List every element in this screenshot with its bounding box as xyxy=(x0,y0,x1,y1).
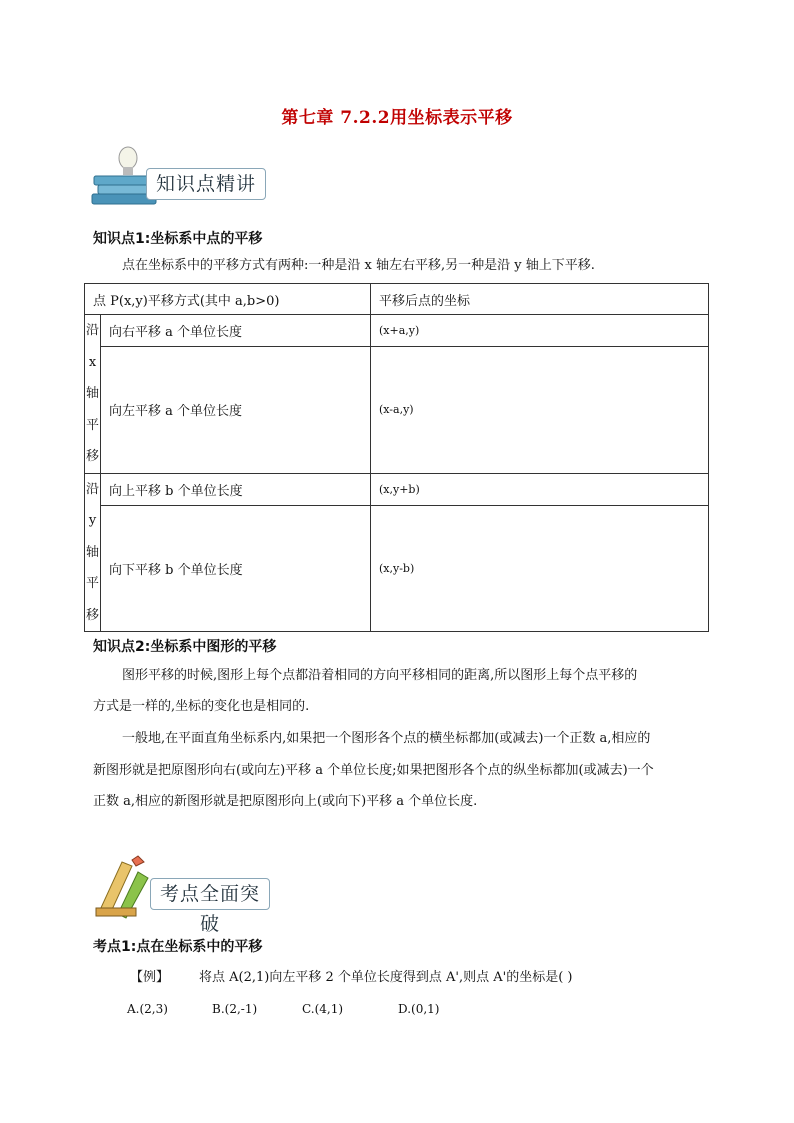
kp2-p2-line2: 新图形就是把原图形向右(或向左)平移 a 个单位长度;如果把图形各个点的纵坐标都加(或减去)一个 xyxy=(93,763,654,778)
result-cell: (x+a,y) xyxy=(371,315,709,347)
exam-banner xyxy=(92,852,282,935)
method-cell: 向左平移 a 个单位长度 xyxy=(101,347,371,473)
option-b: B.(2,-1) xyxy=(212,1002,258,1016)
result-cell: (x,y+b) xyxy=(371,473,709,505)
axis-label-x: 沿 x 轴 平 移 xyxy=(85,315,101,474)
table-row xyxy=(85,505,709,631)
header-result: 平移后点的坐标 xyxy=(371,284,709,315)
table-header-row xyxy=(85,284,709,315)
kp2-heading: 知识点2:坐标系中图形的平移 xyxy=(93,639,277,655)
header-method: 点 P(x,y)平移方式(其中 a,b>0) xyxy=(85,284,371,315)
table-row xyxy=(85,347,709,473)
method-cell: 向下平移 b 个单位长度 xyxy=(101,505,371,631)
kp2-p1-line2: 方式是一样的,坐标的变化也是相同的. xyxy=(93,699,310,714)
option-c: C.(4,1) xyxy=(302,1002,344,1016)
page-title: 第七章 7.2.2用坐标表示平移 xyxy=(281,108,513,128)
knowledge-banner-label: 知识点精讲 xyxy=(146,168,266,200)
option-a: A.(2,3) xyxy=(127,1002,168,1016)
kp2-p2-line1: 一般地,在平面直角坐标系内,如果把一个图形各个点的横坐标都加(或减去)一个正数 a,相应的 xyxy=(122,731,651,746)
table-row xyxy=(85,315,709,347)
kp2-p1-line1: 图形平移的时候,图形上每个点都沿着相同的方向平移相同的距离,所以图形上每个点平移的 xyxy=(122,668,638,683)
result-cell: (x-a,y) xyxy=(371,347,709,473)
exam-banner-label: 考点全面突破 xyxy=(150,878,270,910)
translation-table xyxy=(84,283,709,632)
result-cell: (x,y-b) xyxy=(371,505,709,631)
exam1-heading: 考点1:点在坐标系中的平移 xyxy=(93,939,263,955)
option-d: D.(0,1) xyxy=(398,1002,440,1016)
example-question: 将点 A(2,1)向左平移 2 个单位长度得到点 A',则点 A'的坐标是( ) xyxy=(199,970,573,985)
kp1-intro: 点在坐标系中的平移方式有两种:一种是沿 x 轴左右平移,另一种是沿 y 轴上下平移. xyxy=(122,258,595,273)
method-cell: 向上平移 b 个单位长度 xyxy=(101,473,371,505)
knowledge-banner xyxy=(88,140,278,210)
table-row xyxy=(85,473,709,505)
kp1-heading: 知识点1:坐标系中点的平移 xyxy=(93,231,263,247)
axis-label-y: 沿 y 轴 平 移 xyxy=(85,473,101,632)
example-tag: 【例】 xyxy=(130,970,170,985)
kp2-p2-line3: 正数 a,相应的新图形就是把原图形向上(或向下)平移 a 个单位长度. xyxy=(93,794,478,809)
method-cell: 向右平移 a 个单位长度 xyxy=(101,315,371,347)
